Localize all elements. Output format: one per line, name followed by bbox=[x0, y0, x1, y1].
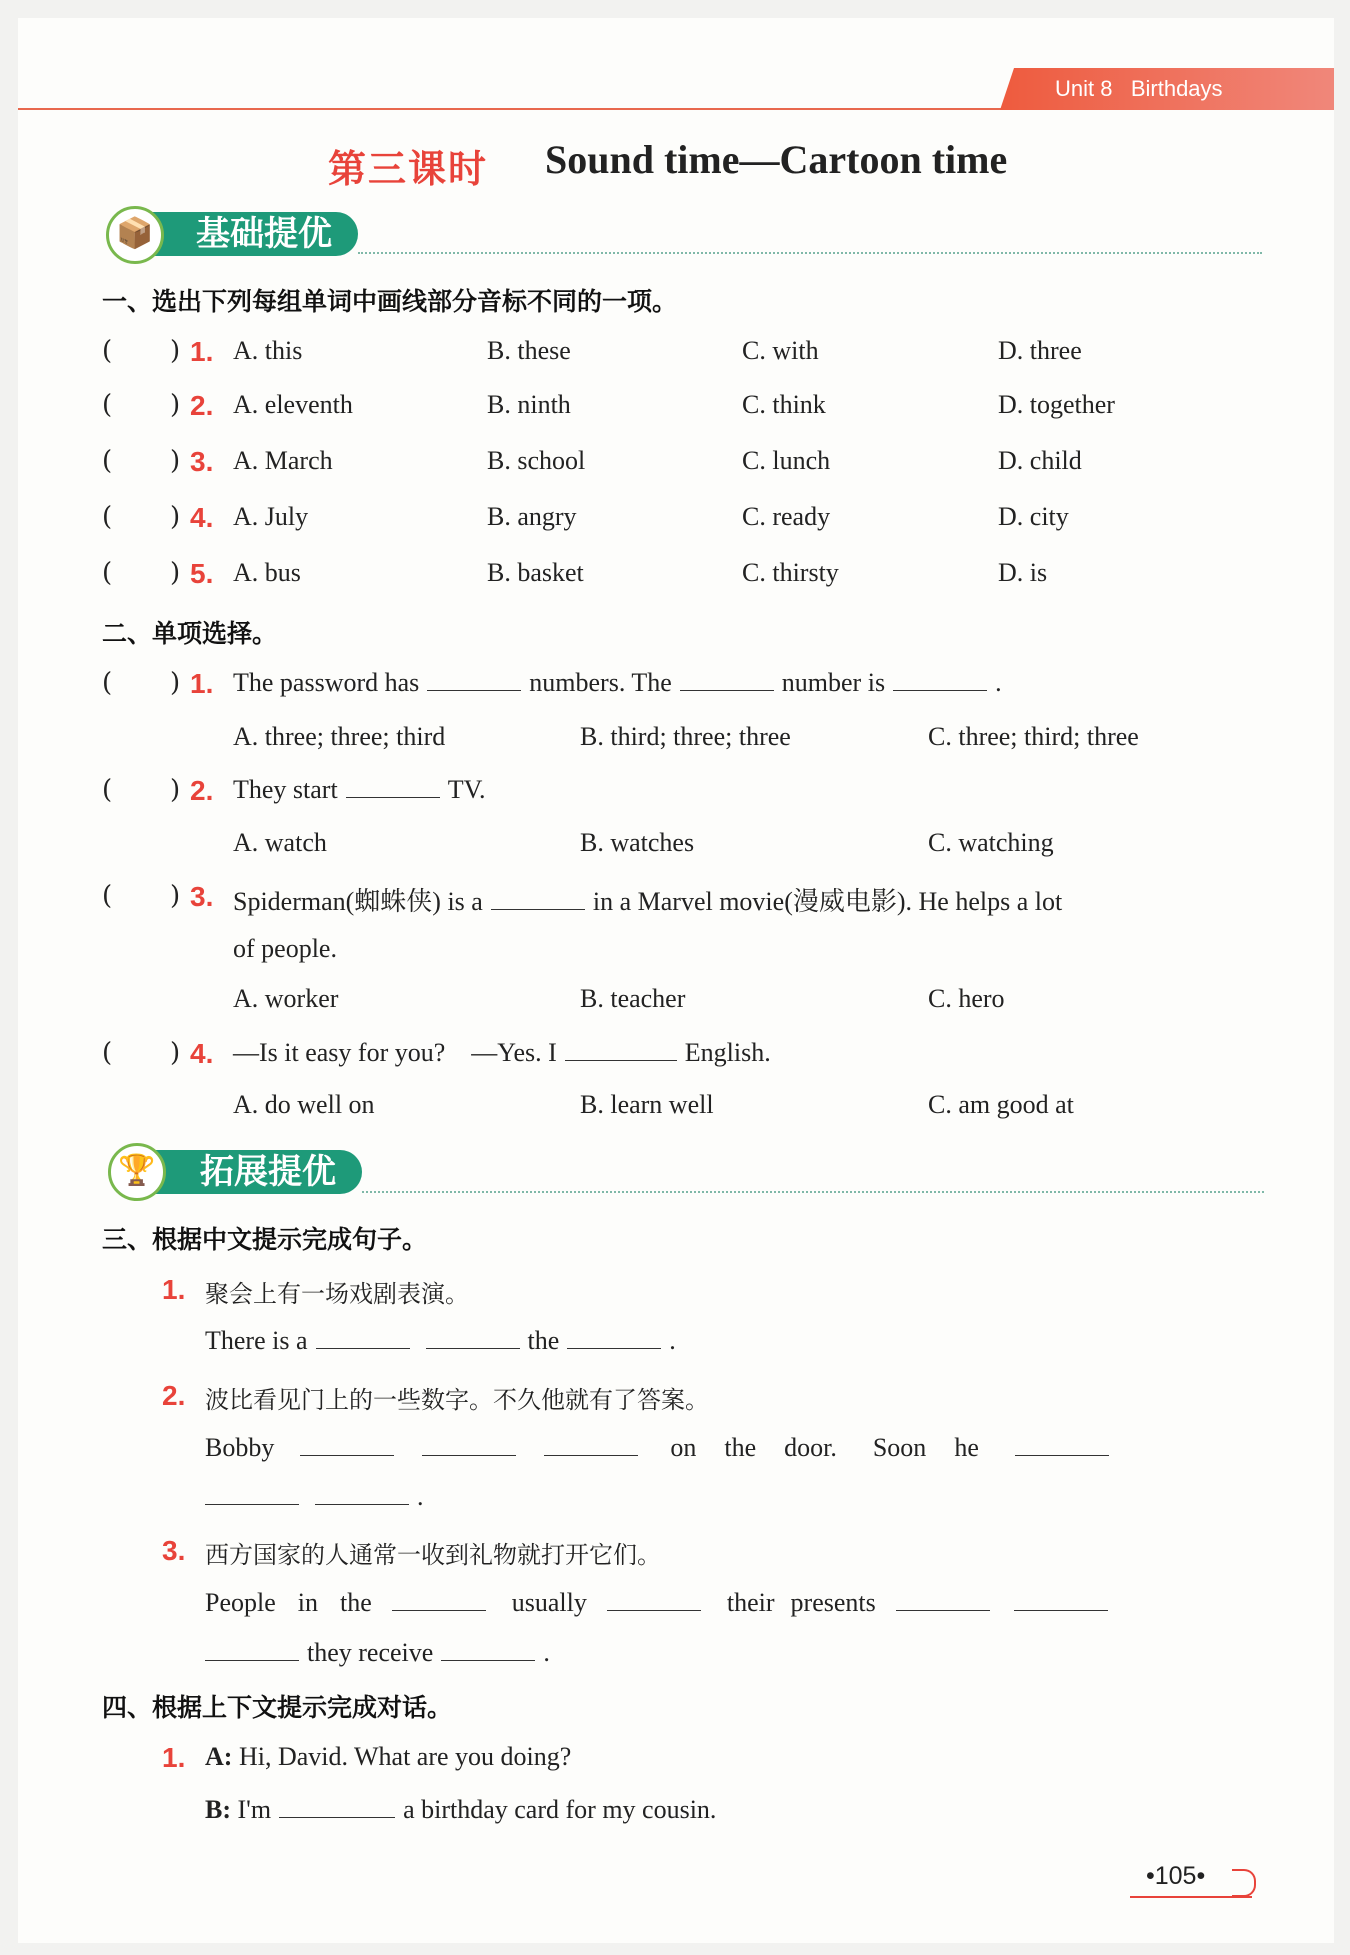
answer-blank[interactable] bbox=[422, 1433, 516, 1456]
chinese-prompt: 波比看见门上的一些数字。不久他就有了答案。 bbox=[205, 1386, 709, 1414]
trophy-icon: 🏆 bbox=[108, 1143, 166, 1201]
speaker-b: B: bbox=[205, 1795, 231, 1824]
option-c: C. ready bbox=[742, 502, 831, 531]
question-number: 3. bbox=[190, 446, 214, 477]
answer-blank[interactable] bbox=[1014, 1588, 1108, 1611]
option-d: D. three bbox=[998, 336, 1082, 365]
question-number: 2. bbox=[190, 390, 214, 421]
part1-heading: 一、选出下列每组单词中画线部分音标不同的一项。 bbox=[102, 287, 678, 316]
option-c: C. watching bbox=[928, 828, 1054, 857]
question-number: 3. bbox=[162, 1535, 186, 1566]
answer-paren[interactable]: ( ) bbox=[102, 881, 181, 911]
question-number: 4. bbox=[190, 502, 214, 533]
option-a: A. do well on bbox=[233, 1090, 375, 1119]
question-text: —Is it easy for you? —Yes. I English. bbox=[233, 1038, 771, 1067]
unit-label bbox=[1055, 76, 1223, 102]
page-arrow-icon bbox=[1232, 1869, 1256, 1897]
option-c: C. thirsty bbox=[742, 558, 839, 587]
question-number: 2. bbox=[162, 1380, 186, 1411]
lesson-title-en: Sound time—Cartoon time bbox=[545, 137, 1008, 182]
question-number: 4. bbox=[190, 1038, 214, 1069]
question-number: 1. bbox=[190, 336, 214, 367]
answer-blank[interactable] bbox=[893, 668, 987, 691]
section-divider bbox=[358, 252, 1262, 254]
section-banner-basic: 基础提优 bbox=[130, 212, 358, 256]
option-a: A. July bbox=[233, 502, 309, 531]
chinese-prompt: 聚会上有一场戏剧表演。 bbox=[205, 1280, 469, 1308]
option-b: B. teacher bbox=[580, 984, 686, 1013]
question-text: Spiderman(蜘蛛侠) is a in a Marvel movie(漫威电影). He helps a lot bbox=[233, 887, 1063, 916]
section-divider bbox=[362, 1191, 1264, 1193]
answer-blank[interactable] bbox=[279, 1795, 395, 1818]
answer-blank[interactable] bbox=[491, 887, 585, 910]
answer-blank[interactable] bbox=[441, 1638, 535, 1661]
option-c: C. lunch bbox=[742, 446, 831, 475]
answer-blank[interactable] bbox=[565, 1038, 677, 1061]
chinese-prompt: 西方国家的人通常一收到礼物就打开它们。 bbox=[205, 1541, 661, 1569]
question-number: 3. bbox=[190, 881, 214, 912]
speaker-a: A: bbox=[205, 1742, 233, 1771]
answer-blank[interactable] bbox=[1015, 1433, 1109, 1456]
lesson-title-cn: 第三课时 bbox=[328, 146, 489, 191]
question-number: 1. bbox=[190, 668, 214, 699]
answer-blank[interactable] bbox=[896, 1588, 990, 1611]
answer-blank[interactable] bbox=[680, 668, 774, 691]
dialogue-line-a: A: Hi, David. What are you doing? bbox=[205, 1742, 572, 1771]
question-number: 1. bbox=[162, 1742, 186, 1773]
answer-blank[interactable] bbox=[567, 1326, 661, 1349]
answer-blank[interactable] bbox=[427, 668, 521, 691]
option-a: A. bus bbox=[233, 558, 301, 587]
option-b: B. third; three; three bbox=[580, 722, 791, 751]
book-icon: 📦 bbox=[106, 206, 164, 264]
sentence-line: People in the usually their presents bbox=[205, 1588, 1116, 1618]
question-number: 1. bbox=[162, 1274, 186, 1305]
dialogue-line-b: B: I'm a birthday card for my cousin. bbox=[205, 1795, 717, 1824]
option-a: A. this bbox=[233, 336, 303, 365]
option-c: C. think bbox=[742, 390, 826, 419]
unit-topic: Birthdays bbox=[1130, 76, 1223, 101]
part2-heading: 二、单项选择。 bbox=[102, 619, 278, 648]
option-b: B. watches bbox=[580, 828, 695, 857]
answer-paren[interactable]: ( ) bbox=[102, 336, 181, 366]
option-c: C. am good at bbox=[928, 1090, 1074, 1119]
answer-paren[interactable]: ( ) bbox=[102, 1038, 181, 1068]
sentence-line: Bobby on the door. Soon he bbox=[205, 1433, 1117, 1463]
answer-blank[interactable] bbox=[544, 1433, 638, 1456]
sentence-line: There is a the . bbox=[205, 1326, 676, 1355]
question-number: 2. bbox=[190, 775, 214, 806]
page-number: •105• bbox=[1146, 1862, 1206, 1890]
answer-blank[interactable] bbox=[607, 1588, 701, 1611]
answer-blank[interactable] bbox=[392, 1588, 486, 1611]
question-number: 5. bbox=[190, 558, 214, 589]
option-b: B. these bbox=[487, 336, 571, 365]
answer-blank[interactable] bbox=[316, 1326, 410, 1349]
answer-blank[interactable] bbox=[205, 1482, 299, 1505]
answer-paren[interactable]: ( ) bbox=[102, 775, 181, 805]
part3-heading: 三、根据中文提示完成句子。 bbox=[102, 1225, 428, 1254]
option-d: D. city bbox=[998, 502, 1069, 531]
part4-heading: 四、根据上下文提示完成对话。 bbox=[102, 1693, 453, 1722]
question-text: They start TV. bbox=[233, 775, 486, 804]
sentence-line-continued: . bbox=[205, 1482, 424, 1512]
option-d: D. child bbox=[998, 446, 1082, 475]
option-a: A. eleventh bbox=[233, 390, 353, 419]
option-c: C. with bbox=[742, 336, 819, 365]
option-b: B. angry bbox=[487, 502, 577, 531]
answer-paren[interactable]: ( ) bbox=[102, 668, 181, 698]
answer-blank[interactable] bbox=[205, 1638, 299, 1661]
question-text-continued: of people. bbox=[233, 934, 337, 963]
option-d: D. together bbox=[998, 390, 1115, 419]
option-a: A. March bbox=[233, 446, 333, 475]
option-b: B. school bbox=[487, 446, 586, 475]
answer-blank[interactable] bbox=[315, 1482, 409, 1505]
option-c: C. hero bbox=[928, 984, 1005, 1013]
unit-number: Unit 8 bbox=[1055, 76, 1113, 101]
option-a: A. worker bbox=[233, 984, 339, 1013]
answer-blank[interactable] bbox=[346, 775, 440, 798]
answer-paren[interactable]: ( ) bbox=[102, 502, 181, 532]
section-banner-extend: 拓展提优 bbox=[134, 1150, 362, 1194]
answer-paren[interactable]: ( ) bbox=[102, 446, 181, 476]
answer-blank[interactable] bbox=[300, 1433, 394, 1456]
option-a: A. watch bbox=[233, 828, 327, 857]
option-b: B. learn well bbox=[580, 1090, 714, 1119]
answer-blank[interactable] bbox=[426, 1326, 520, 1349]
question-text: The password has numbers. The number is . bbox=[233, 668, 1002, 697]
option-d: D. is bbox=[998, 558, 1048, 587]
option-a: A. three; three; third bbox=[233, 722, 446, 751]
answer-paren[interactable]: ( ) bbox=[102, 390, 181, 420]
answer-paren[interactable]: ( ) bbox=[102, 558, 181, 588]
option-c: C. three; third; three bbox=[928, 722, 1139, 751]
sentence-line-continued: they receive . bbox=[205, 1638, 550, 1668]
option-b: B. basket bbox=[487, 558, 584, 587]
option-b: B. ninth bbox=[487, 390, 571, 419]
